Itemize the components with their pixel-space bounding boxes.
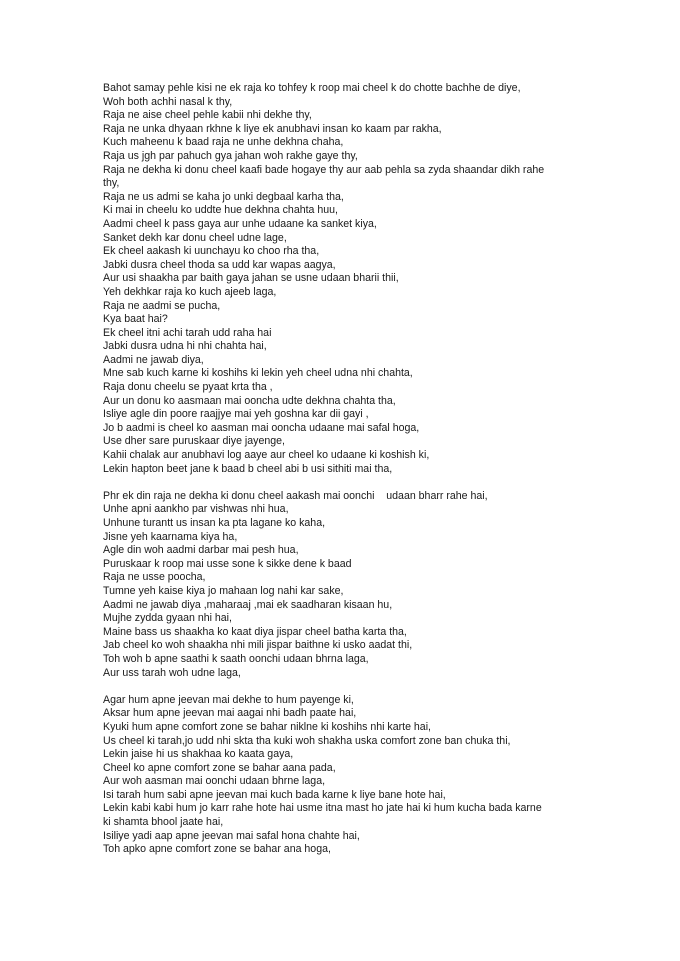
text-line: Raja ne dekha ki donu cheel kaafi bade hogaye thy aur aab pehla sa zyda shaandar dikh rahe	[103, 163, 545, 176]
paragraph	[103, 490, 583, 680]
paragraph	[103, 82, 583, 476]
text-line: Unhe apni aankho par vishwas nhi hua,	[103, 503, 289, 516]
text-line: Kyuki hum apne comfort zone se bahar niklne ki koshihs nhi karte hai,	[103, 720, 431, 733]
paragraph	[103, 694, 583, 857]
text-line: thy,	[103, 177, 120, 190]
text-line: Toh apko apne comfort zone se bahar ana hoga,	[103, 843, 331, 856]
text-line: Raja ne us admi se kaha jo unki degbaal karha tha,	[103, 190, 344, 203]
paragraph-gap	[103, 680, 583, 694]
text-line: Yeh dekhkar raja ko kuch ajeeb laga,	[103, 285, 277, 298]
text-line: Woh both achhi nasal k thy,	[103, 95, 233, 108]
text-line: Toh woh b apne saathi k saath oonchi udaan bhrna laga,	[103, 652, 369, 665]
text-line: Jabki dusra udna hi nhi chahta hai,	[103, 340, 267, 353]
text-line: Aur uss tarah woh udne laga,	[103, 666, 241, 679]
text-line: Agar hum apne jeevan mai dekhe to hum payenge ki,	[103, 693, 354, 706]
paragraph-gap	[103, 476, 583, 490]
text-line: Raja us jgh par pahuch gya jahan woh rakhe gaye thy,	[103, 149, 358, 162]
text-line: Tumne yeh kaise kiya jo mahaan log nahi kar sake,	[103, 584, 344, 597]
text-line: Raja ne unka dhyaan rkhne k liye ek anubhavi insan ko kaam par rakha,	[103, 122, 442, 135]
text-line: Aksar hum apne jeevan mai aagai nhi badh paate hai,	[103, 707, 357, 720]
text-line: Ki mai in cheelu ko uddte hue dekhna chahta huu,	[103, 204, 338, 217]
text-line: Aur un donu ko aasmaan mai ooncha udte dekhna chahta tha,	[103, 394, 396, 407]
text-line: Isliye agle din poore raajjye mai yeh goshna kar dii gayi ,	[103, 408, 369, 421]
text-line: Bahot samay pehle kisi ne ek raja ko tohfey k roop mai cheel k do chotte bachhe de diye,	[103, 82, 521, 94]
text-line: Jisne yeh kaarnama kiya ha,	[103, 530, 238, 543]
text-line: Phr ek din raja ne dekha ki donu cheel aakash mai oonchi udaan bharr rahe hai,	[103, 489, 488, 502]
text-line: Mne sab kuch karne ki koshihs ki lekin yeh cheel udna nhi chahta,	[103, 367, 413, 380]
text-line: Isi tarah hum sabi apne jeevan mai kuch bada karne k liye bane hote hai,	[103, 788, 446, 801]
text-line: Jo b aadmi is cheel ko aasman mai ooncha udaane mai safal hoga,	[103, 421, 420, 434]
text-line: Kya baat hai?	[103, 313, 168, 326]
text-line: Lekin hapton beet jane k baad b cheel abi b usi sithiti mai tha,	[103, 462, 393, 475]
text-line: Ek cheel aakash ki uunchayu ko choo rha tha,	[103, 245, 320, 258]
text-line: Mujhe zydda gyaan nhi hai,	[103, 612, 232, 625]
text-line: Lekin jaise hi us shakhaa ko kaata gaya,	[103, 748, 294, 761]
text-line: Raja ne aise cheel pehle kabii nhi dekhe thy,	[103, 109, 312, 122]
text-line: Aadmi ne jawab diya ,maharaaj ,mai ek saadharan kisaan hu,	[103, 598, 393, 611]
text-line: Use dher sare puruskaar diye jayenge,	[103, 435, 285, 448]
text-line: Agle din woh aadmi darbar mai pesh hua,	[103, 544, 299, 557]
text-line: Aadmi ne jawab diya,	[103, 353, 204, 366]
text-line: Puruskaar k roop mai usse sone k sikke dene k baad	[103, 557, 352, 570]
text-line: Isiliye yadi aap apne jeevan mai safal hona chahte hai,	[103, 829, 360, 842]
text-line: Maine bass us shaakha ko kaat diya jispar cheel batha karta tha,	[103, 625, 407, 638]
story-text	[103, 82, 583, 857]
text-line: ki shamta bhool jaate hai,	[103, 816, 224, 829]
text-line: Us cheel ki tarah,jo udd nhi skta tha kuki woh shakha uska comfort zone ban chuka thi,	[103, 734, 511, 747]
text-line: Aur usi shaakha par baith gaya jahan se usne udaan bharii thii,	[103, 272, 399, 285]
text-line: Sanket dekh kar donu cheel udne lage,	[103, 231, 287, 244]
text-line: Raja ne aadmi se pucha,	[103, 299, 221, 312]
text-line: Jabki dusra cheel thoda sa udd kar wapas aagya,	[103, 258, 336, 271]
text-line: Cheel ko apne comfort zone se bahar aana pada,	[103, 761, 336, 774]
text-line: Ek cheel itni achi tarah udd raha hai	[103, 326, 272, 339]
text-line: Aadmi cheel k pass gaya aur unhe udaane ka sanket kiya,	[103, 217, 377, 230]
text-line: Raja donu cheelu se pyaat krta tha ,	[103, 381, 273, 394]
text-line: Unhune turantt us insan ka pta lagane ko kaha,	[103, 517, 326, 529]
text-line: Jab cheel ko woh shaakha nhi mili jispar baithne ki usko aadat thi,	[103, 639, 413, 652]
text-line: Kahii chalak aur anubhavi log aaye aur cheel ko udaane ki koshish ki,	[103, 449, 430, 462]
text-line: Kuch maheenu k baad raja ne unhe dekhna chaha,	[103, 136, 344, 149]
text-line: Aur woh aasman mai oonchi udaan bhrne laga,	[103, 775, 326, 788]
text-line: Lekin kabi kabi hum jo karr rahe hote hai usme itna mast ho jate hai ki hum kucha bada karne	[103, 802, 542, 815]
text-line: Raja ne usse poocha,	[103, 571, 206, 584]
